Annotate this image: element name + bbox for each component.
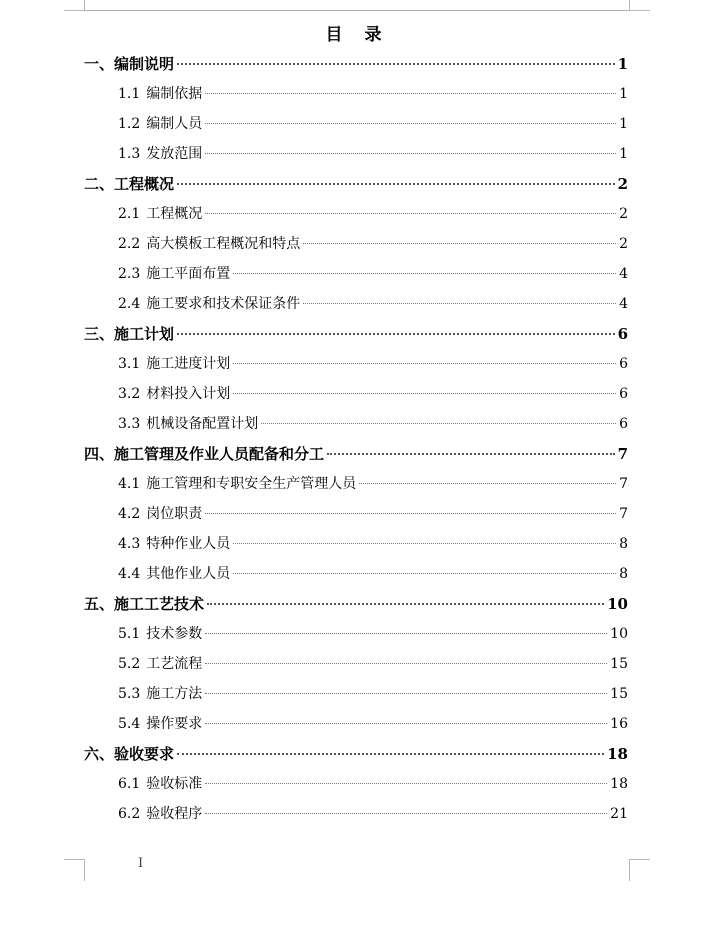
toc-page-number: 18 — [610, 776, 628, 792]
toc-page-number: 7 — [619, 506, 628, 522]
header-rule — [84, 10, 630, 11]
dot-leader — [303, 243, 616, 244]
toc-subentry[interactable] — [84, 529, 630, 559]
dot-leader — [205, 213, 616, 214]
toc-page-number: 1 — [619, 86, 628, 102]
toc-page-number: 2 — [619, 236, 628, 252]
toc-page-number: 8 — [619, 566, 628, 582]
toc-subentry[interactable] — [84, 769, 630, 799]
toc-entry-title: 岗位职责 — [146, 506, 203, 522]
toc-entry-number: 5.2 — [118, 656, 141, 672]
toc-entry-number: 4.4 — [118, 566, 141, 582]
toc-subentry[interactable] — [84, 349, 630, 379]
toc-entry-title: 施工平面布置 — [146, 266, 231, 282]
text-cursor-icon: I — [138, 856, 144, 871]
toc-page-number: 15 — [610, 686, 628, 702]
toc-page-number: 10 — [610, 626, 628, 642]
toc-entry-title: 验收标准 — [146, 776, 203, 792]
dot-leader — [177, 753, 604, 755]
toc-subentry[interactable] — [84, 679, 630, 709]
toc-entry-number: 6.2 — [118, 806, 141, 822]
toc-subentry[interactable] — [84, 289, 630, 319]
toc-title: 目 录 — [325, 25, 390, 45]
toc-entry-number: 3.1 — [118, 356, 141, 372]
toc-page-number: 1 — [617, 55, 628, 73]
dot-leader — [233, 573, 616, 574]
toc-entry-number: 5.3 — [118, 686, 141, 702]
toc-page-number: 7 — [617, 445, 628, 463]
toc-page-number: 1 — [619, 116, 628, 132]
toc-entry-number: 1.2 — [118, 116, 141, 132]
dot-leader — [233, 393, 616, 394]
toc-subentry[interactable] — [84, 559, 630, 589]
toc-subentry[interactable] — [84, 379, 630, 409]
dot-leader — [233, 273, 616, 274]
toc-entry-title: 编制人员 — [146, 116, 203, 132]
toc-entry-title: 材料投入计划 — [146, 386, 231, 402]
toc-entry-title: 工艺流程 — [146, 656, 203, 672]
crop-mark-top-right-h — [630, 10, 650, 11]
toc-entry-number: 4.3 — [118, 536, 141, 552]
toc-heading-entry[interactable] — [84, 589, 630, 619]
dot-leader — [359, 483, 616, 484]
toc-entry-title: 编制说明 — [114, 55, 175, 73]
toc-entry-number: 6.1 — [118, 776, 141, 792]
toc-entry-number: 4.2 — [118, 506, 141, 522]
toc-page-number: 4 — [619, 296, 628, 312]
toc-subentry[interactable] — [84, 109, 630, 139]
toc-entry-title: 其他作业人员 — [146, 566, 231, 582]
toc-entry-number: 二、 — [84, 175, 115, 193]
crop-mark-bottom-right-h — [630, 859, 650, 860]
toc-entry-title: 施工进度计划 — [146, 356, 231, 372]
dot-leader — [205, 723, 607, 724]
toc-page-number: 4 — [619, 266, 628, 282]
toc-page-number: 21 — [610, 806, 628, 822]
crop-mark-bottom-left-h — [64, 859, 84, 860]
toc-entry-title: 施工管理及作业人员配备和分工 — [114, 445, 325, 463]
table-of-contents — [84, 49, 630, 829]
toc-entry-title: 技术参数 — [146, 626, 203, 642]
crop-mark-bottom-right-v — [629, 859, 630, 881]
toc-subentry[interactable] — [84, 619, 630, 649]
toc-entry-number: 2.3 — [118, 266, 141, 282]
toc-entry-title: 特种作业人员 — [146, 536, 231, 552]
toc-entry-number: 2.1 — [118, 206, 141, 222]
dot-leader — [205, 153, 616, 154]
toc-heading-entry[interactable] — [84, 49, 630, 79]
dot-leader — [233, 543, 616, 544]
toc-entry-number: 3.3 — [118, 416, 141, 432]
crop-mark-bottom-left-v — [84, 859, 85, 881]
toc-entry-title: 工程概况 — [146, 206, 203, 222]
toc-entry-number: 4.1 — [118, 476, 141, 492]
dot-leader — [207, 603, 604, 605]
dot-leader — [205, 693, 607, 694]
dot-leader — [205, 783, 607, 784]
toc-entry-title: 施工要求和技术保证条件 — [146, 296, 301, 312]
toc-page-number: 6 — [619, 416, 628, 432]
dot-leader — [177, 333, 615, 335]
dot-leader — [205, 813, 607, 814]
toc-page-number: 2 — [619, 206, 628, 222]
toc-entry-number: 五、 — [84, 595, 115, 613]
toc-subentry[interactable] — [84, 499, 630, 529]
toc-entry-number: 1.3 — [118, 146, 141, 162]
toc-entry-title: 高大模板工程概况和特点 — [146, 236, 301, 252]
toc-page-number: 16 — [610, 716, 628, 732]
toc-entry-title: 操作要求 — [146, 716, 203, 732]
dot-leader — [177, 183, 615, 185]
toc-entry-number: 1.1 — [118, 86, 141, 102]
toc-entry-number: 2.4 — [118, 296, 141, 312]
dot-leader — [205, 513, 616, 514]
toc-entry-title: 工程概况 — [114, 175, 175, 193]
dot-leader — [205, 93, 616, 94]
toc-subentry[interactable] — [84, 409, 630, 439]
toc-subentry[interactable] — [84, 79, 630, 109]
toc-page-number: 7 — [619, 476, 628, 492]
toc-entry-title: 施工计划 — [114, 325, 175, 343]
toc-heading-entry[interactable] — [84, 739, 630, 769]
toc-entry-title: 机械设备配置计划 — [146, 416, 259, 432]
crop-mark-top-right-v — [629, 0, 630, 10]
toc-entry-title: 验收程序 — [146, 806, 203, 822]
toc-page-number: 10 — [607, 595, 628, 613]
toc-page-number: 18 — [607, 745, 628, 763]
dot-leader — [205, 123, 616, 124]
toc-heading-entry[interactable] — [84, 439, 630, 469]
toc-heading-entry[interactable] — [84, 319, 630, 349]
toc-entry-title: 发放范围 — [146, 146, 203, 162]
toc-entry-number: 2.2 — [118, 236, 141, 252]
toc-subentry[interactable] — [84, 709, 630, 739]
toc-subentry[interactable] — [84, 229, 630, 259]
toc-page-number: 1 — [619, 146, 628, 162]
toc-page-number: 15 — [610, 656, 628, 672]
toc-subentry[interactable] — [84, 139, 630, 169]
toc-entry-number: 3.2 — [118, 386, 141, 402]
toc-entry-number: 一、 — [84, 55, 115, 73]
dot-leader — [205, 633, 607, 634]
dot-leader — [177, 63, 615, 65]
toc-entry-title: 验收要求 — [114, 745, 175, 763]
toc-page-number: 2 — [617, 175, 628, 193]
toc-page-number: 8 — [619, 536, 628, 552]
toc-entry-title: 编制依据 — [146, 86, 203, 102]
dot-leader — [205, 663, 607, 664]
toc-subentry[interactable] — [84, 259, 630, 289]
toc-subentry[interactable] — [84, 199, 630, 229]
dot-leader — [327, 453, 615, 455]
toc-subentry[interactable] — [84, 649, 630, 679]
toc-entry-number: 四、 — [84, 445, 115, 463]
dot-leader — [303, 303, 616, 304]
toc-entry-number: 三、 — [84, 325, 115, 343]
toc-heading-entry[interactable] — [84, 169, 630, 199]
toc-subentry[interactable] — [84, 799, 630, 829]
toc-entry-title: 施工管理和专职安全生产管理人员 — [146, 476, 357, 492]
toc-page-number: 6 — [619, 386, 628, 402]
toc-entry-number: 六、 — [84, 745, 115, 763]
crop-mark-top-left-h — [64, 10, 84, 11]
dot-leader — [261, 423, 616, 424]
crop-mark-top-left-v — [84, 0, 85, 10]
toc-subentry[interactable] — [84, 469, 630, 499]
toc-page-number: 6 — [619, 356, 628, 372]
toc-page-number: 6 — [617, 325, 628, 343]
toc-entry-number: 5.1 — [118, 626, 141, 642]
toc-entry-title: 施工方法 — [146, 686, 203, 702]
toc-entry-title: 施工工艺技术 — [114, 595, 205, 613]
dot-leader — [233, 363, 616, 364]
toc-entry-number: 5.4 — [118, 716, 141, 732]
